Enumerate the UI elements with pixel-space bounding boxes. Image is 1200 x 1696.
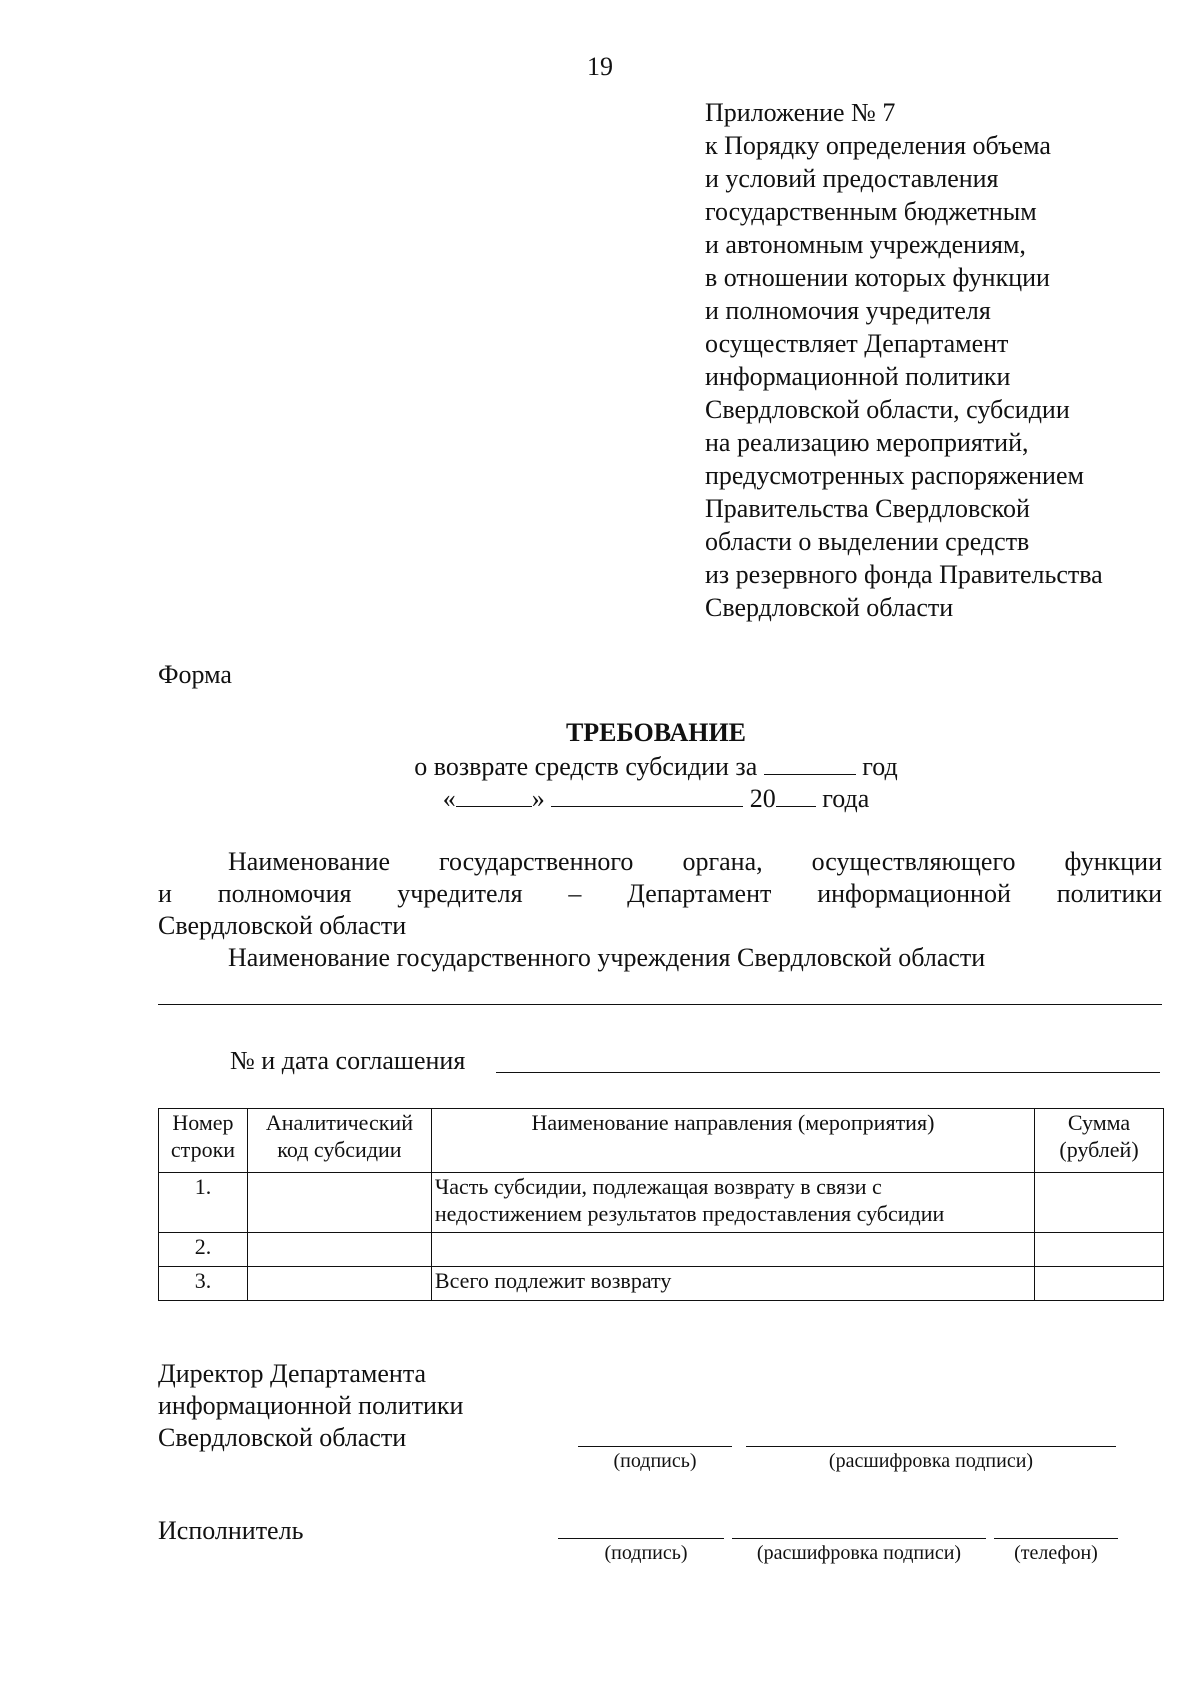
row-direction: Часть субсидии, подлежащая возврату в связи с недостижением результатов предоставления субсидии: [431, 1173, 1034, 1233]
director-line: Директор Департамента: [158, 1359, 427, 1388]
month-blank[interactable]: [551, 784, 743, 807]
row-direction[interactable]: [431, 1233, 1034, 1267]
open-quote: «: [442, 784, 456, 813]
table-row: [159, 1267, 1164, 1301]
founder-line-3: Свердловской области: [158, 911, 407, 940]
executor-label: Исполнитель: [158, 1516, 304, 1545]
institution-name-line[interactable]: [158, 1004, 1162, 1005]
subtitle-suffix: год: [862, 752, 898, 781]
director-decoding-caption: (расшифровка подписи): [828, 1450, 1034, 1472]
appendix-line: на реализацию мероприятий,: [705, 428, 1029, 457]
row-direction: Всего подлежит возврату: [431, 1267, 1034, 1301]
executor-signature-line[interactable]: [558, 1538, 724, 1539]
director-title: [158, 1358, 463, 1454]
appendix-header: [705, 96, 1103, 624]
director-signature-caption: (подпись): [613, 1450, 697, 1472]
director-signature-line[interactable]: [578, 1446, 732, 1447]
executor-signature-caption: (подпись): [604, 1542, 688, 1564]
founder-line-1: Наименование государственного органа, осуществляющего функции: [228, 847, 1162, 876]
agreement-label: № и дата соглашения: [230, 1046, 466, 1075]
subtitle-prefix: о возврате средств субсидии за: [414, 752, 758, 781]
row-code[interactable]: [247, 1267, 431, 1301]
table-header-row: [159, 1109, 1164, 1173]
row-code[interactable]: [247, 1233, 431, 1267]
director-line: информационной политики: [158, 1391, 464, 1420]
appendix-line: государственным бюджетным: [705, 197, 1037, 226]
date-line: [0, 784, 1200, 814]
document-subtitle: [0, 752, 1200, 782]
table-row: [159, 1173, 1164, 1233]
header-sum: Сумма (рублей): [1035, 1109, 1164, 1173]
director-line: Свердловской области: [158, 1423, 407, 1452]
close-quote: »: [531, 784, 545, 813]
appendix-line: в отношении которых функции: [705, 263, 1050, 292]
row-sum[interactable]: [1035, 1267, 1164, 1301]
executor-phone-caption: (телефон): [1014, 1542, 1098, 1564]
appendix-line: предусмотренных распоряжением: [705, 461, 1084, 490]
appendix-line: и полномочия учредителя: [705, 296, 991, 325]
header-code: Аналитический код субсидии: [247, 1109, 431, 1173]
appendix-line: Свердловской области: [705, 593, 954, 622]
appendix-line: Приложение № 7: [705, 98, 896, 127]
header-row-number: Номер строки: [159, 1109, 248, 1173]
header-direction: Наименование направления (мероприятия): [431, 1109, 1034, 1173]
row-sum[interactable]: [1035, 1233, 1164, 1267]
row-number: 2.: [159, 1233, 248, 1267]
founder-line-2: и полномочия учредителя – Департамент информационной политики: [158, 879, 1162, 908]
day-blank[interactable]: [456, 784, 532, 807]
institution-label: Наименование государственного учреждения Свердловской области: [228, 943, 986, 972]
appendix-line: из резервного фонда Правительства: [705, 560, 1103, 589]
document-title: ТРЕБОВАНИЕ: [565, 718, 747, 747]
table-row: [159, 1233, 1164, 1267]
executor-decoding-line[interactable]: [732, 1538, 986, 1539]
appendix-line: Правительства Свердловской: [705, 494, 1030, 523]
appendix-line: информационной политики: [705, 362, 1011, 391]
form-label: Форма: [158, 660, 232, 689]
row-code[interactable]: [247, 1173, 431, 1233]
executor-decoding-caption: (расшифровка подписи): [756, 1542, 962, 1564]
agreement-line[interactable]: [496, 1072, 1160, 1073]
returns-table: [158, 1108, 1164, 1301]
director-decoding-line[interactable]: [746, 1446, 1116, 1447]
year-suffix-blank[interactable]: [776, 784, 816, 807]
row-number: 3.: [159, 1267, 248, 1301]
year-prefix: 20: [749, 784, 776, 813]
row-sum[interactable]: [1035, 1173, 1164, 1233]
page-number: 19: [587, 52, 613, 81]
executor-phone-line[interactable]: [994, 1538, 1118, 1539]
year-blank[interactable]: [764, 752, 856, 775]
date-suffix: года: [822, 784, 870, 813]
appendix-line: осуществляет Департамент: [705, 329, 1009, 358]
appendix-line: к Порядку определения объема: [705, 131, 1051, 160]
appendix-line: и условий предоставления: [705, 164, 999, 193]
appendix-line: области о выделении средств: [705, 527, 1030, 556]
appendix-line: Свердловской области, субсидии: [705, 395, 1070, 424]
row-number: 1.: [159, 1173, 248, 1233]
appendix-line: и автономным учреждениям,: [705, 230, 1026, 259]
